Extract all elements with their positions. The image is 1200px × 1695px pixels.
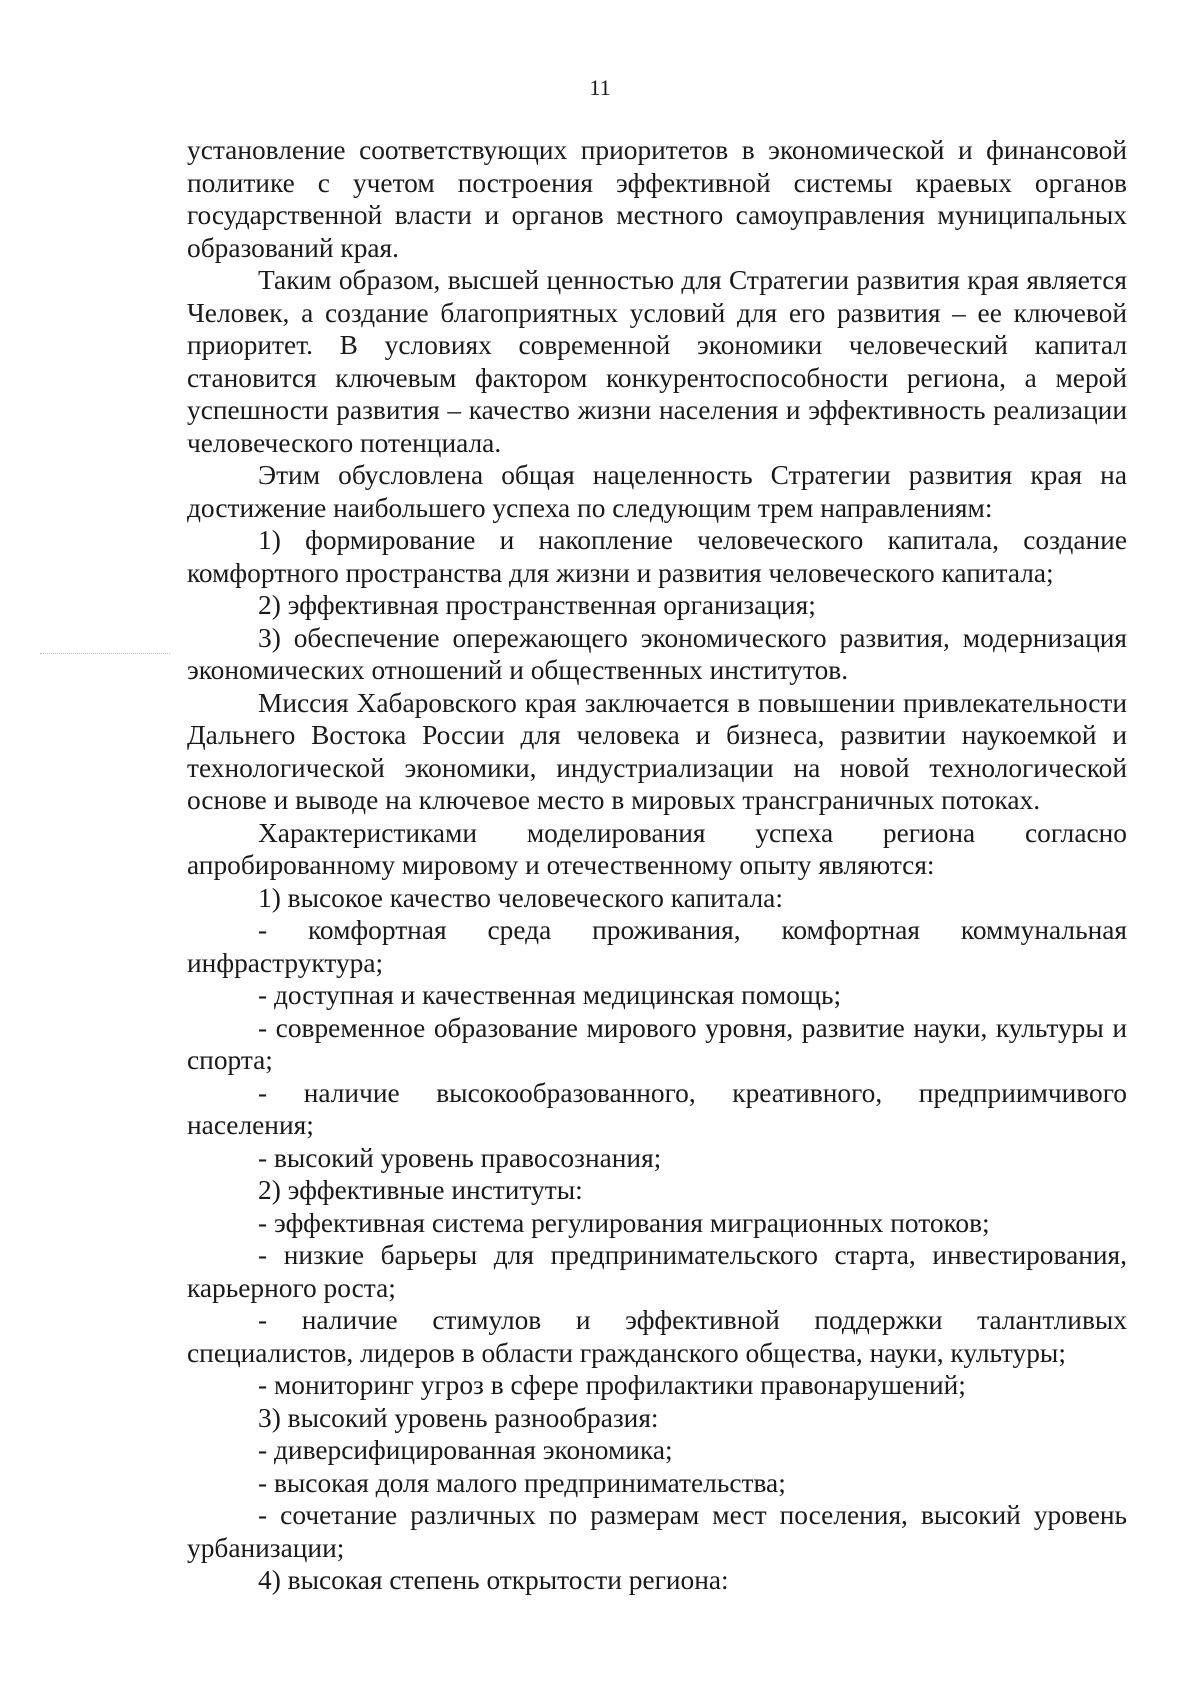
list-item: - наличие стимулов и эффективной поддержки талантливых специалистов, лидеров в области гражданского общества, науки, культуры;: [187, 1305, 1127, 1368]
list-item: - комфортная среда проживания, комфортная коммунальная инфраструктура;: [187, 915, 1127, 978]
list-item: - высокая доля малого предпринимательства;: [258, 1467, 786, 1498]
list-item: - диверсифицированная экономика;: [258, 1435, 673, 1465]
list-item: 3) высокий уровень разнообразия:: [258, 1402, 659, 1433]
list-item: - низкие барьеры для предпринимательского старта, инвестирования, карьерного роста;: [187, 1240, 1127, 1303]
list-item: - эффективная система регулирования миграционных потоков;: [258, 1207, 990, 1238]
list-item: - наличие высокообразованного, креативного, предприимчивого населения;: [187, 1077, 1127, 1140]
list-item: 3) обеспечение опережающего экономического развития, модернизация экономических отношений и общественных институтов.: [187, 622, 1127, 685]
list-item: - сочетание различных по размерам мест поселения, высокий уровень урбанизации;: [187, 1500, 1127, 1563]
list-item: 1) высокое качество человеческого капитала:: [258, 882, 783, 913]
list-item: - современное образование мирового уровня, развитие науки, культуры и спорта;: [187, 1012, 1127, 1075]
list-item: 1) формирование и накопление человеческого капитала, создание комфортного пространства для жизни и развития человеческого капитала;: [187, 525, 1127, 588]
scan-artifact-dots: [40, 653, 170, 655]
paragraph: Характеристиками моделирования успеха региона согласно апробированному мировому и отечественному опыту являются:: [187, 817, 1127, 880]
paragraph: Миссия Хабаровского края заключается в повышении привлекательности Дальнего Востока России для человека и бизнеса, развитии наукоемкой и технологической экономики, индустриализации на новой технологической основе и выводе на ключевое место в мировых трансграничных потоках.: [187, 687, 1127, 815]
list-item: 4) высокая степень открытости региона:: [258, 1565, 729, 1595]
paragraph: Таким образом, высшей ценностью для Стратегии развития края является Человек, а создание благоприятных условий для его развития – ее ключевой приоритет. В условиях современной экономики человеческий капитал становится ключевым фактором конкурентоспособности региона, а мерой успешности развития – качество жизни населения и эффективность реализации человеческого потенциала.: [187, 265, 1127, 458]
document-body: [187, 134, 1127, 1597]
list-item: 2) эффективная пространственная организация;: [258, 590, 816, 620]
paragraph: Этим обусловлена общая нацеленность Стратегии развития края на достижение наибольшего успеха по следующим трем направлениям:: [187, 460, 1127, 523]
list-item: - высокий уровень правосознания;: [258, 1142, 662, 1173]
list-item: - доступная и качественная медицинская помощь;: [258, 980, 842, 1010]
paragraph: установление соответствующих приоритетов в экономической и финансовой политике с учетом построения эффективной системы краевых органов государственной власти и органов местного самоуправления муниципальных образований края.: [187, 135, 1127, 263]
list-item: - мониторинг угроз в сфере профилактики правонарушений;: [258, 1370, 966, 1400]
list-item: 2) эффективные институты:: [258, 1175, 583, 1205]
page-number: 11: [589, 75, 611, 100]
